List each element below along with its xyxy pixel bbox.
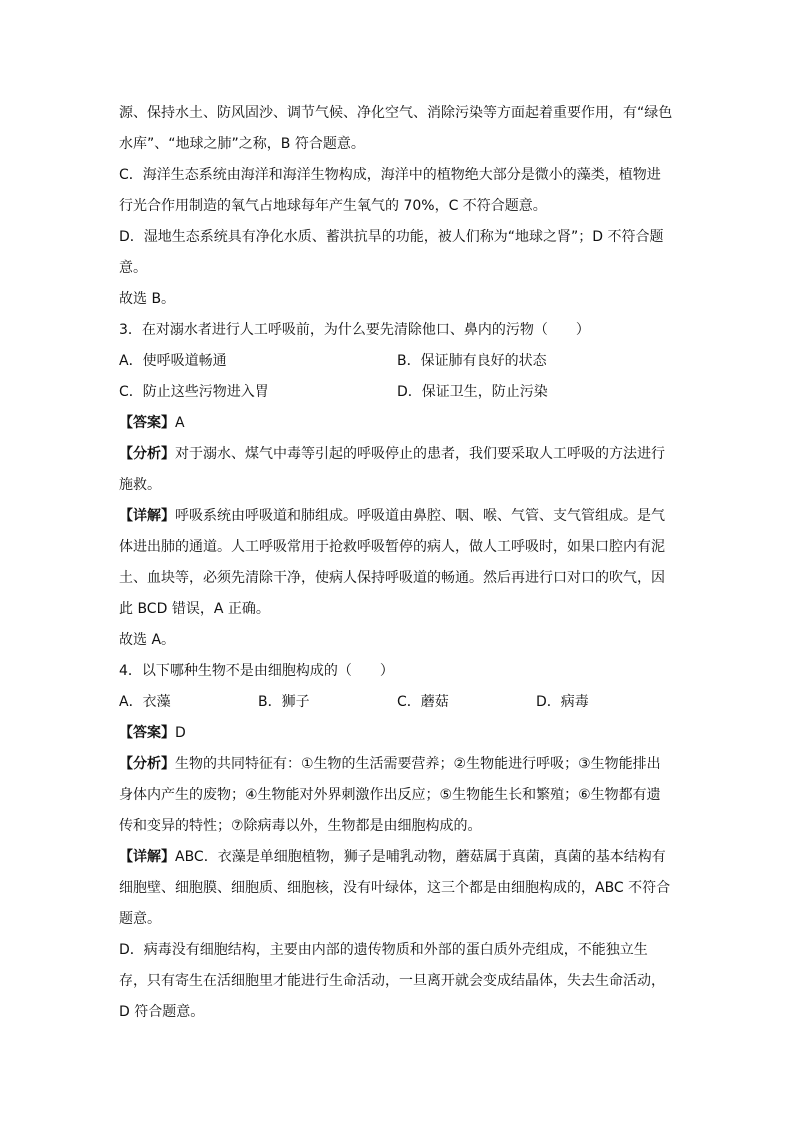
q3-options-row-2 xyxy=(119,377,679,408)
q3-analysis-line xyxy=(119,439,679,470)
q3-detail-line: 此 BCD 错误，A 正确。 xyxy=(119,601,270,617)
analysis-tag: 【分析】 xyxy=(119,756,175,772)
q4-option-d: D．病毒 xyxy=(536,694,589,710)
q3-choose-line: 故选 A。 xyxy=(119,632,176,648)
q4-detail-line: 存，只有寄生在活细胞里才能进行生命活动，一旦离开就会变成结晶体，失去生命活动， xyxy=(119,973,665,989)
text-line: 意。 xyxy=(119,260,147,276)
q4-detail-line xyxy=(119,842,679,873)
text-line: D．湿地生态系统具有净化水质、蓄洪抗旱的功能，被人们称为“地球之肾”；D 不符合题 xyxy=(119,229,664,245)
q3-option-a: A．使呼吸道畅通 xyxy=(119,353,227,369)
q4-analysis-line: 传和变异的特性；⑦除病毒以外，生物都是由细胞构成的。 xyxy=(119,818,482,834)
detail-tag: 【详解】 xyxy=(119,508,175,524)
q4-option-a: A．衣藻 xyxy=(119,694,171,710)
q4-question: 4．以下哪种生物不是由细胞构成的（ ） xyxy=(119,663,394,679)
q3-option-c: C．防止这些污物进入胃 xyxy=(119,384,269,400)
text-line: C．海洋生态系统由海洋和海洋生物构成，海洋中的植物绝大部分是微小的藻类，植物进 xyxy=(119,167,661,183)
q4-analysis-line: 身体内产生的废物；④生物能对外界刺激作出反应；⑤生物能生长和繁殖；⑥生物都有遗 xyxy=(119,787,661,803)
answer-tag: 【答案】 xyxy=(119,725,175,741)
detail-text: ABC．衣藻是单细胞植物，狮子是哺乳动物，蘑菇属于真菌，真菌的基本结构有 xyxy=(175,849,666,865)
text-line: 源、保持水土、防风固沙、调节气候、净化空气、消除污染等方面起着重要作用，有“绿色 xyxy=(119,105,673,121)
detail-text: 呼吸系统由呼吸道和肺组成。呼吸道由鼻腔、咽、喉、气管、支气管组成。是气 xyxy=(175,508,665,524)
page-content xyxy=(119,98,679,1028)
q4-detail-line: D 符合题意。 xyxy=(119,1004,205,1020)
answer-value: D xyxy=(175,725,186,741)
q3-detail-line: 土、血块等，必须先清除干净，使病人保持呼吸道的畅通。然后再进行口对口的吹气，因 xyxy=(119,570,665,586)
q3-options-row-1 xyxy=(119,346,679,377)
analysis-tag: 【分析】 xyxy=(119,446,175,462)
q4-answer xyxy=(119,718,679,749)
q4-options-row xyxy=(119,687,679,718)
q3-option-b: B．保证肺有良好的状态 xyxy=(397,353,547,369)
detail-tag: 【详解】 xyxy=(119,849,175,865)
q4-option-b: B．狮子 xyxy=(258,694,310,710)
text-line: 水库”、“地球之肺”之称，B 符合题意。 xyxy=(119,136,365,152)
answer-value: A xyxy=(175,415,185,431)
q4-detail-line: D．病毒没有细胞结构，主要由内部的遗传物质和外部的蛋白质外壳组成，不能独立生 xyxy=(119,942,648,958)
analysis-text: 生物的共同特征有：①生物的生活需要营养；②生物能进行呼吸；③生物能排出 xyxy=(175,756,661,772)
q3-answer xyxy=(119,408,679,439)
q3-question: 3．在对溺水者进行人工呼吸前，为什么要先清除他口、鼻内的污物（ ） xyxy=(119,322,590,338)
analysis-text: 对于溺水、煤气中毒等引起的呼吸停止的患者，我们要采取人工呼吸的方法进行 xyxy=(175,446,665,462)
q3-option-d: D．保证卫生，防止污染 xyxy=(397,384,548,400)
q4-detail-line: 题意。 xyxy=(119,911,161,927)
answer-tag: 【答案】 xyxy=(119,415,175,431)
q3-detail-line xyxy=(119,501,679,532)
q4-analysis-line xyxy=(119,749,679,780)
q3-analysis-line: 施救。 xyxy=(119,477,161,493)
q4-detail-line: 细胞壁、细胞膜、细胞质、细胞核，没有叶绿体，这三个都是由细胞构成的，ABC 不符合 xyxy=(119,880,671,896)
q3-detail-line: 体进出肺的通道。人工呼吸常用于抢救呼吸暂停的病人，做人工呼吸时，如果口腔内有泥 xyxy=(119,539,665,555)
q2-choose-line: 故选 B。 xyxy=(119,291,176,307)
q4-option-c: C．蘑菇 xyxy=(397,694,449,710)
text-line: 行光合作用制造的氧气占地球每年产生氧气的 70%，C 不符合题意。 xyxy=(119,198,547,214)
